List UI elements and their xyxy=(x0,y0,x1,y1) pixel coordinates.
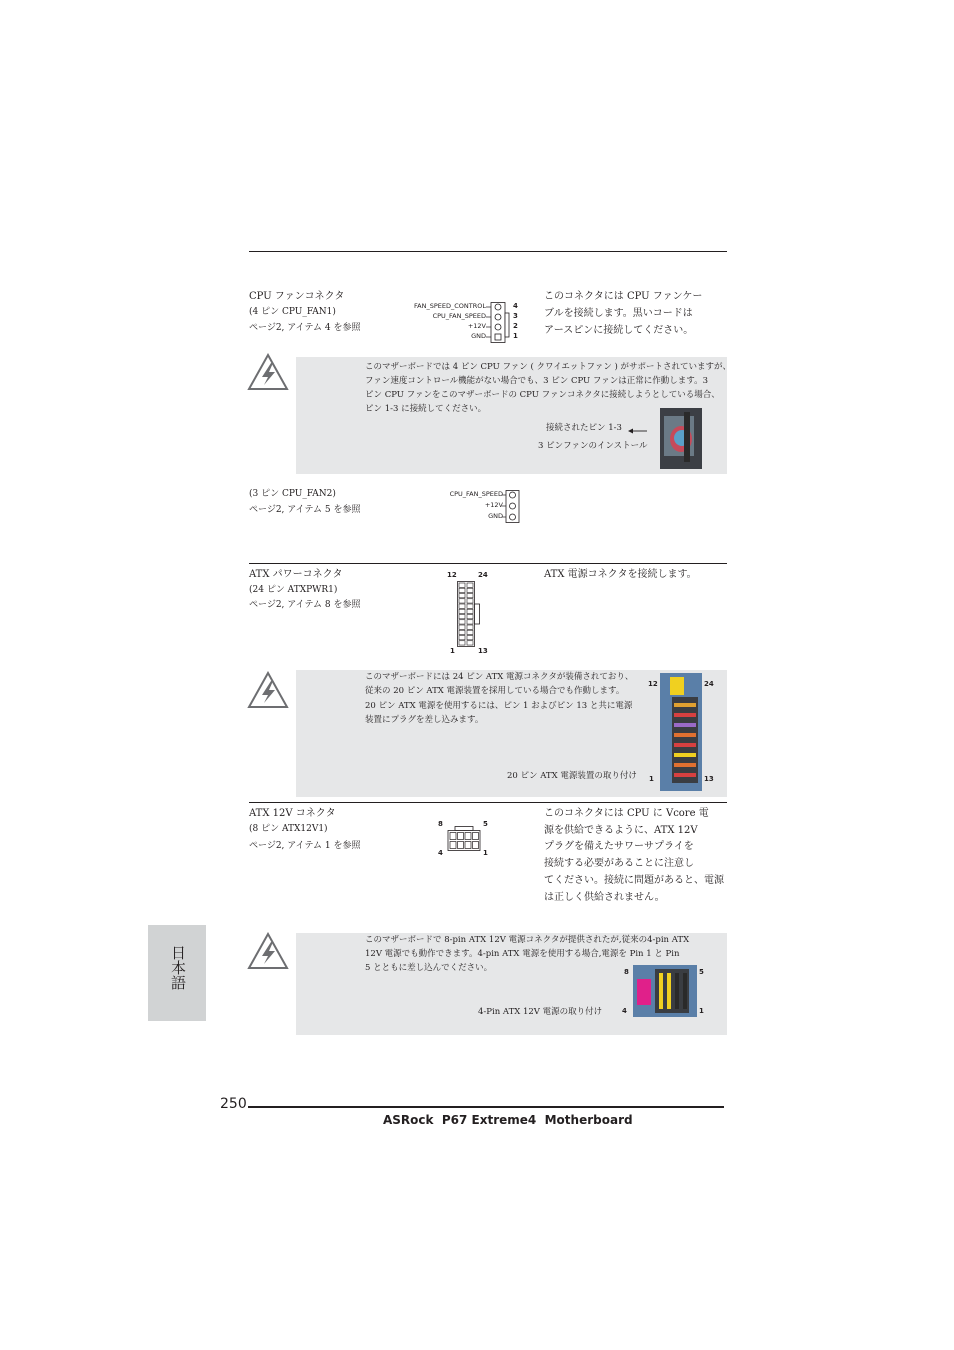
note2-line: 従来の 20 ピン ATX 電源装置を採用している場合でも作動します。 xyxy=(365,686,625,696)
note3-caption: 4-Pin ATX 12V 電源の取り付け xyxy=(478,1007,603,1017)
note3-line: このマザーボードで 8-pin ATX 12V 電源コネクタが提供されたが,従来の4-pin ATX xyxy=(365,935,690,945)
fan-header-3pin-icon xyxy=(502,490,520,524)
cpu-fan-desc-2: ブルを接続します。黒いコードは xyxy=(544,308,693,319)
language-tab xyxy=(148,925,206,1021)
cpu-fan-desc-1: このコネクタには CPU ファンケー xyxy=(544,291,703,302)
pin-number: 5 xyxy=(483,820,488,828)
pin-number: 1 xyxy=(699,1007,704,1015)
note1-caption-pins: 接続されたピン 1-3 xyxy=(546,423,622,433)
pin-label: FAN_SPEED_CONTROL xyxy=(414,302,486,310)
top-rule xyxy=(249,251,727,252)
atx24-pin xyxy=(459,583,465,587)
atx24-pin xyxy=(467,604,473,608)
cpu-fan-ref: ページ2, アイテム 4 を参照 xyxy=(249,323,361,333)
note2-caption: 20 ピン ATX 電源装置の取り付け xyxy=(507,771,637,781)
atx24-pin xyxy=(467,583,473,587)
pin-label: CPU_FAN_SPEED xyxy=(432,312,486,320)
atx-power-ref: ページ2, アイテム 8 を参照 xyxy=(249,600,361,610)
atx24-pin xyxy=(459,599,465,603)
atx24-pin xyxy=(459,594,465,598)
pin-number: 3 xyxy=(513,312,518,320)
atx-power-title: ATX パワーコネクタ xyxy=(249,569,343,580)
atx12v-install-photo xyxy=(633,965,697,1017)
atx12v-desc: このコネクタには CPU に Vcore 電 xyxy=(544,808,709,819)
pin-label: GND xyxy=(471,332,486,340)
atx24-pin xyxy=(467,636,473,640)
atx20-install-photo xyxy=(660,673,702,791)
atx24-pin xyxy=(467,625,473,629)
note2-line: このマザーボードには 24 ピン ATX 電源コネクタが装備されており、 xyxy=(365,672,634,682)
pin-number: 24 xyxy=(478,571,488,579)
atx12v-title: ATX 12V コネクタ xyxy=(249,808,336,819)
arrow-left-icon xyxy=(628,427,648,435)
pin-label: +12V xyxy=(467,322,486,330)
atx-24pin-connector-icon xyxy=(457,581,481,647)
atx24-pin xyxy=(459,630,465,634)
note2-line: 装置にプラグを差し込みます。 xyxy=(365,715,484,725)
section-rule xyxy=(249,802,727,803)
note1-caption-install: 3 ピンファンのインストール xyxy=(538,441,648,451)
pin-number: 24 xyxy=(704,680,714,688)
atx12v-desc: プラグを備えたサワーサプライを xyxy=(544,841,694,852)
note3-line: 5 とともに差し込んでください。 xyxy=(365,963,493,973)
cpu-fan2-ref: ページ2, アイテム 5 を参照 xyxy=(249,505,361,515)
note1-line: ピン CPU ファンをこのマザーボードの CPU ファンコネクタに接続しようとしている場合、 xyxy=(365,390,720,400)
atx24-pin xyxy=(467,641,473,645)
pin-number: 4 xyxy=(622,1007,627,1015)
atx24-pin xyxy=(467,588,473,592)
atx24-pin xyxy=(459,615,465,619)
cpu-fan-title: CPU ファンコネクタ xyxy=(249,291,345,302)
note1-line: ファン速度コントロール機能がない場合でも、3 ピン CPU ファンは正常に作動します。3 xyxy=(365,376,708,386)
pin-label: +12V xyxy=(484,501,503,509)
pin-number: 1 xyxy=(513,332,518,340)
atx24-pin xyxy=(467,609,473,613)
pin-number: 13 xyxy=(704,775,714,783)
cpu-fan1-diagram xyxy=(400,302,530,344)
cpu-fan-sub: (4 ピン CPU_FAN1) xyxy=(249,307,336,317)
atx12v-8pin-connector-icon xyxy=(447,826,481,852)
pin-number: 5 xyxy=(699,968,704,976)
pin-number: 1 xyxy=(450,647,455,655)
pin-label: CPU_FAN_SPEED xyxy=(449,490,503,498)
language-tab-label: 日本語 xyxy=(169,945,187,990)
atx12v-desc: てください。接続に問題があると、電源 xyxy=(544,875,724,886)
cpu-fan2-diagram xyxy=(420,490,530,524)
atx24-pin xyxy=(459,641,465,645)
cpu-fan-desc-3: アースピンに接続してください。 xyxy=(544,325,694,336)
atx12v-sub: (8 ピン ATX12V1) xyxy=(249,824,328,834)
warning-icon xyxy=(247,353,289,391)
note1-line: このマザーボードでは 4 ピン CPU ファン ( クワイエットファン ) がサポートされていますが、 xyxy=(365,362,732,372)
atx24-pin xyxy=(459,620,465,624)
atx24-pin xyxy=(467,594,473,598)
atx24-pin xyxy=(467,630,473,634)
atx-power-sub: (24 ピン ATXPWR1) xyxy=(249,585,338,595)
pin-number: 8 xyxy=(624,968,629,976)
atx12v-desc: 源を供給できるように、ATX 12V xyxy=(544,825,698,836)
warning-icon xyxy=(247,671,289,709)
pin-label: GND xyxy=(488,512,503,520)
section-rule xyxy=(249,563,727,564)
pin-number: 12 xyxy=(447,571,457,579)
pin-number: 4 xyxy=(513,302,518,310)
atx12v-ref: ページ2, アイテム 1 を参照 xyxy=(249,841,361,851)
pin-number: 4 xyxy=(438,849,443,857)
atx24-pin xyxy=(467,599,473,603)
atx24-pin xyxy=(467,615,473,619)
page-number: 250 xyxy=(220,1096,247,1112)
atx24-pin xyxy=(459,609,465,613)
note3-line: 12V 電源でも動作できます。4-pin ATX 電源を使用する場合,電源を Pin 1 と Pin xyxy=(365,949,680,959)
pin-number: 1 xyxy=(649,775,654,783)
atx12v-desc: は正しく供給されません。 xyxy=(544,892,665,903)
footer-product: ASRock P67 Extreme4 Motherboard xyxy=(383,1113,633,1127)
pin-number: 8 xyxy=(438,820,443,828)
note1-line: ピン 1-3 に接続してください。 xyxy=(365,404,487,414)
pin-number: 12 xyxy=(648,680,658,688)
footer-rule xyxy=(248,1106,724,1108)
fan-install-photo xyxy=(660,408,702,469)
warning-icon xyxy=(247,932,289,970)
atx24-pin xyxy=(459,625,465,629)
note2-line: 20 ピン ATX 電源を使用するには、ピン 1 およびピン 13 と共に電源 xyxy=(365,701,633,711)
atx24-pin xyxy=(459,604,465,608)
atx-power-desc: ATX 電源コネクタを接続します。 xyxy=(544,569,697,580)
atx24-pin xyxy=(459,636,465,640)
atx24-pin xyxy=(467,620,473,624)
atx24-pin xyxy=(459,588,465,592)
atx12v-desc: 接続する必要があることに注意し xyxy=(544,858,694,869)
pin-number: 1 xyxy=(483,849,488,857)
cpu-fan2-sub: (3 ピン CPU_FAN2) xyxy=(249,489,336,499)
pin-number: 13 xyxy=(478,647,488,655)
pin-number: 2 xyxy=(513,322,518,330)
fan-header-4pin-icon xyxy=(486,302,512,344)
